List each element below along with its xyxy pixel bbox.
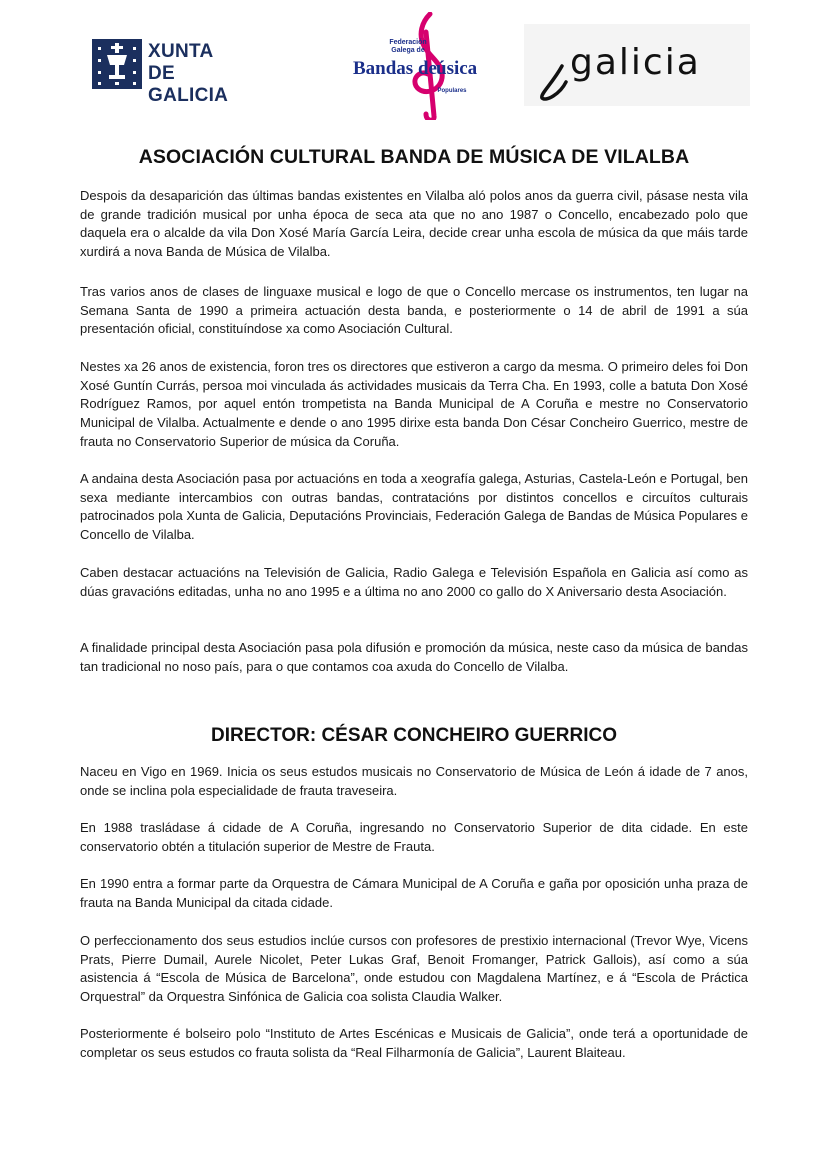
paragraph: Caben destacar actuacións na Televisión de Galicia, Radio Galega e Televisión Española en Galicia así como as dúas gravacións editadas, unha no ano 1995 e a última no ano 2000 co gallo do X Aniversario desta Asociación. (80, 565, 748, 599)
paragraph: Nestes xa 26 anos de existencia, foron tres os directores que estiveron a cargo da mesma. O primeiro deles foi Don Xosé Guntín Currás, persoa moi vinculada ás actividades musicais da Terra Cha. En 1993, colle a batuta Don Xosé Rodríguez Ramos, por aquel entón trompetista na Banda Municipal de A Coruña e mestre no Conservatorio Municipal de Vilalba. Actualmente e dende o ano 1995 dirixe esta banda Don César Concheiro Guerrico, mestre de frauta no Conservatorio Superior de música da Coruña. (80, 359, 748, 449)
bandas-small-line1: Federación (389, 39, 427, 46)
paragraph: Tras varios anos de clases de linguaxe musical e logo de que o Concello mercase os instrumentos, ten lugar na Semana Santa de 1990 a primeira actuación desta banda, e posteriormente o 14 de abril de 1991 a súa presentación oficial, constituíndose xa como Asociación Cultural. (80, 284, 748, 337)
bandas-bottom: Populares (437, 88, 467, 94)
federacion-bandas-logo (352, 12, 480, 120)
galicia-word-text: galicia (570, 42, 701, 83)
xunta-wordmark (148, 41, 252, 107)
page-title: ASOCIACIÓN CULTURAL BANDA DE MÚSICA DE VILALBA (138, 146, 690, 168)
bandas-main-right: úsica (436, 58, 478, 79)
paragraph: Despois da desaparición das últimas bandas existentes en Vilalba aló polos anos da guerra civil, pásase nesta vila de grande tradición musical por unha época de seca ata que no ano 1987 o Concello, encabezado polo que daquela era o alcalde da vila Don Xosé María García Leira, decide crear unha escola de música da que máis tarde xurdirá a nova Banda de Música de Vilalba. (80, 188, 748, 260)
xunta-line2: DE GALICIA (148, 63, 229, 106)
paragraph: Naceu en Vigo en 1969. Inicia os seus estudos musicais no Conservatorio de Música de León á idade de 7 anos, onde se inclina pola especialidade de frauta traveseira. (80, 764, 748, 798)
galicia-brand-logo (524, 24, 750, 106)
xunta-crest-icon (92, 39, 142, 89)
paragraph: En 1990 entra a formar parte da Orquestra de Cámara Municipal de A Coruña e gaña por oposición unha praza de frauta na Banda Municipal da citada cidade. (80, 876, 748, 910)
bandas-main-left: Bandas de (353, 58, 437, 79)
xunta-line1: XUNTA (148, 41, 214, 62)
paragraph: A andaina desta Asociación pasa por actuacións en toda a xeografía galega, Asturias, Castela-León e Portugal, ben sexa mediante intercambios con outras bandas, contratacións por distintos concellos e circuítos culturais patrocinados pola Xunta de Galicia, Deputacións Provinciais, Federación Galega de Bandas de Música Populares e Concello de Vilalba. (80, 471, 748, 543)
header-logos (0, 12, 827, 124)
paragraph: En 1988 trasládase á cidade de A Coruña, ingresando no Conservatorio Superior de dita cidade. En este conservatorio obtén a titulación superior de Mestre de Frauta. (80, 820, 748, 854)
paragraph: O perfeccionamento dos seus estudios inclúe cursos con profesores de prestixio internacional (Trevor Wye, Vicens Prats, Pierre Dumail, Aurele Nicolet, Peter Lukas Graf, Benoit Fromanger, Patrick Gallois), así como a súa asistencia á “Escola de Música de Barcelona”, onde estudou con Magdalena Martínez, e á “Escola de Práctica Orquestral” da Orquestra Sinfónica de Galicia coa solista Claudia Walker. (80, 933, 748, 1005)
xunta-de-galicia-logo (92, 39, 252, 106)
galicia-wordmark (530, 24, 744, 106)
paragraph: Posteriormente é bolseiro polo “Instituto de Artes Escénicas e Musicais de Galicia”, onde terá a oportunidade de completar os seus estudos co frauta solista da “Real Filharmonía de Galicia”, Laurent Blaiteau. (80, 1026, 748, 1060)
bandas-small-line2: Galega de (391, 47, 425, 54)
section-title-director: DIRECTOR: CÉSAR CONCHEIRO GUERRICO (210, 725, 618, 746)
paragraph: A finalidade principal desta Asociación pasa pola difusión e promoción da música, neste caso da música de bandas tan tradicional no noso país, para o que contamos coa axuda do Concello de Vilalba. (80, 640, 748, 674)
